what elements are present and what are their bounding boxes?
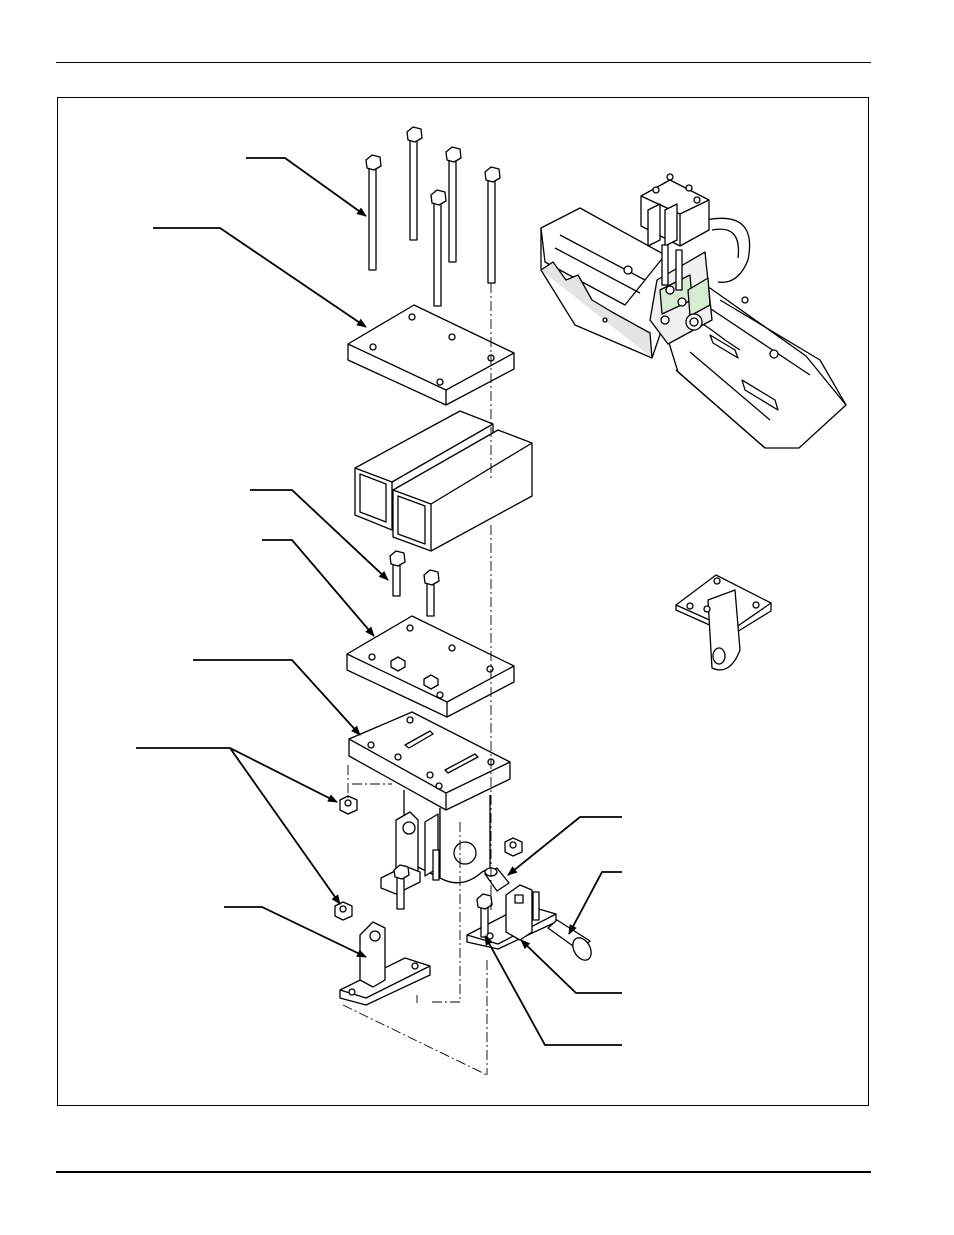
pivot-bracket (349, 712, 510, 894)
leader-line (485, 936, 622, 1045)
leader-line (153, 228, 366, 327)
short-bolt (424, 570, 439, 616)
leader-line (569, 872, 622, 934)
clevis-pin (548, 920, 595, 963)
long-bolt (407, 127, 422, 240)
right-hinge-mount (467, 885, 556, 949)
middle-clamp-plate (347, 616, 514, 717)
leader-line (262, 540, 374, 636)
leader-line (521, 940, 622, 993)
leader-line (246, 158, 366, 216)
leader-line (508, 817, 622, 875)
long-bolt (431, 190, 446, 306)
square-tubes (355, 411, 532, 551)
short-bolt (390, 551, 405, 596)
lock-nut (335, 902, 352, 920)
center-line (343, 1005, 487, 1075)
leader-line (193, 660, 360, 735)
pivot-bolt (433, 850, 439, 880)
left-hinge-mount (340, 922, 430, 1005)
lock-nut (340, 796, 357, 814)
top-clamp-plate (348, 305, 514, 405)
assembled-reference-view (541, 174, 846, 448)
long-bolt (485, 167, 500, 283)
long-bolt (446, 147, 461, 262)
long-bolt (366, 155, 381, 270)
lock-nut (505, 838, 522, 856)
detail-bracket (676, 575, 771, 670)
leader-line (230, 748, 340, 904)
short-bolts (390, 551, 439, 616)
bushing (485, 868, 509, 891)
long-bolts (366, 127, 500, 306)
